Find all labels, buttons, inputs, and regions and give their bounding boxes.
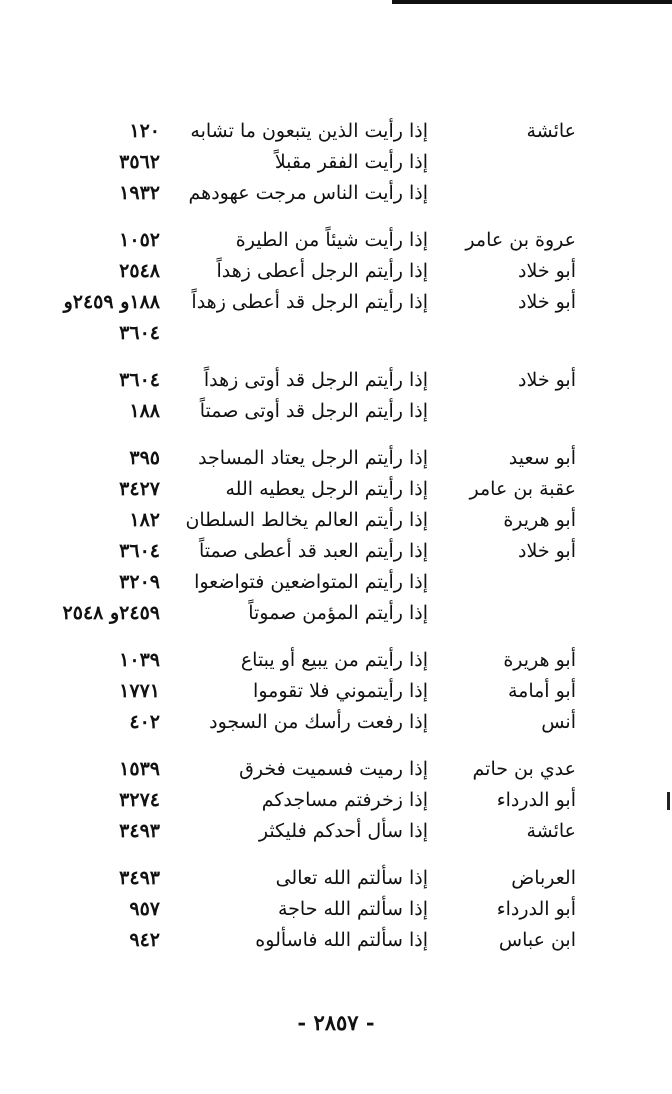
index-row xyxy=(0,536,672,567)
hadith-number: ٣٥٦٢ xyxy=(119,151,160,173)
index-row xyxy=(0,396,672,427)
narrator-name: عائشة xyxy=(526,820,576,842)
top-edge-rule xyxy=(392,0,672,4)
page-number: - ٢٨٥٧ - xyxy=(297,1010,375,1035)
index-group xyxy=(0,645,672,738)
narrator-name: ابن عباس xyxy=(498,929,576,951)
hadith-number: ٣٦٠٤ xyxy=(119,540,160,562)
hadith-number: ٣٤٩٣ xyxy=(119,867,160,889)
index-row xyxy=(0,318,672,349)
index-row xyxy=(0,894,672,925)
narrator-name: أبو الدرداء xyxy=(496,789,576,811)
hadith-opening: إذا رأيت الفقر مقبلاً xyxy=(274,151,428,173)
index-row xyxy=(0,116,672,147)
hadith-number: ٣٤٢٧ xyxy=(119,478,160,500)
hadith-number: ٩٥٧ xyxy=(129,898,160,920)
narrator-name: عقبة بن عامر xyxy=(469,478,576,500)
hadith-number: ٣٢٧٤ xyxy=(119,789,160,811)
hadith-opening: إذا رأيتم من يبيع أو يبتاع xyxy=(240,649,428,671)
index-row xyxy=(0,925,672,956)
hadith-opening: إذا رأيت الناس مرجت عهودهم xyxy=(188,182,428,204)
index-row xyxy=(0,178,672,209)
hadith-opening: إذا زخرفتم مساجدكم xyxy=(261,789,428,811)
hadith-opening: إذا رفعت رأسك من السجود xyxy=(209,711,428,733)
narrator-name: أبو خلاد xyxy=(518,291,576,313)
hadith-number: ١٨٨ xyxy=(129,400,160,422)
hadith-opening: إذا رأيتم الرجل يعتاد المساجد xyxy=(198,447,428,469)
hadith-number: ١٢٠ xyxy=(129,120,160,142)
hadith-opening: إذا رأيتم الرجل قد أوتى صمتاً xyxy=(199,400,428,422)
index-group xyxy=(0,116,672,209)
index-group xyxy=(0,225,672,349)
hadith-number: ٣٤٩٣ xyxy=(119,820,160,842)
hadith-opening: إذا رأيتم الرجل قد أوتى زهداً xyxy=(203,369,428,391)
narrator-name: أبو خلاد xyxy=(518,540,576,562)
hadith-opening: إذا رأيتموني فلا تقوموا xyxy=(253,680,428,702)
hadith-opening: إذا رأيتم الرجل أعطى زهداً xyxy=(216,260,428,282)
index-group xyxy=(0,754,672,847)
hadith-number: ٢٥٤٨ xyxy=(119,260,160,282)
index-row xyxy=(0,505,672,536)
index-row xyxy=(0,287,672,318)
index-row xyxy=(0,443,672,474)
index-group xyxy=(0,863,672,956)
hadith-index xyxy=(0,116,672,972)
hadith-number: ٣٢٠٩ xyxy=(119,571,160,593)
hadith-opening: إذا سألتم الله تعالى xyxy=(275,867,428,889)
hadith-opening: إذا رميت فسميت فخرق xyxy=(239,758,428,780)
narrator-name: العرباض xyxy=(511,867,576,889)
index-row xyxy=(0,256,672,287)
index-row xyxy=(0,863,672,894)
index-row xyxy=(0,365,672,396)
narrator-name: أبو هريرة xyxy=(503,649,576,671)
hadith-opening: إذا رأيتم المؤمن صموتاً xyxy=(248,602,428,624)
hadith-opening: إذا رأيت شيئاً من الطيرة xyxy=(235,229,428,251)
scan-speck xyxy=(667,792,670,810)
hadith-opening: إذا رأيتم الرجل يعطيه الله xyxy=(225,478,428,500)
hadith-opening: إذا رأيتم العبد قد أعطى صمتاً xyxy=(198,540,428,562)
index-row xyxy=(0,225,672,256)
hadith-number: ١٠٣٩ xyxy=(119,649,160,671)
index-row xyxy=(0,816,672,847)
hadith-opening: إذا سألتم الله حاجة xyxy=(277,898,428,920)
index-row xyxy=(0,598,672,629)
index-row xyxy=(0,645,672,676)
narrator-name: أنس xyxy=(541,711,576,733)
hadith-opening: إذا رأيتم العالم يخالط السلطان xyxy=(185,509,428,531)
hadith-number: ٩٤٢ xyxy=(129,929,160,951)
index-row xyxy=(0,147,672,178)
narrator-name: أبو هريرة xyxy=(503,509,576,531)
index-row xyxy=(0,567,672,598)
hadith-opening: إذا رأيتم المتواضعين فتواضعوا xyxy=(194,571,428,593)
hadith-number: ٣٦٠٤ xyxy=(119,369,160,391)
index-row xyxy=(0,474,672,505)
hadith-number: ١٠٥٢ xyxy=(119,229,160,251)
index-group xyxy=(0,443,672,629)
hadith-number: ٢٤٥٩و ٢٥٤٨ xyxy=(62,602,160,624)
hadith-number: ١٧٧١ xyxy=(119,680,160,702)
narrator-name: أبو الدرداء xyxy=(496,898,576,920)
hadith-opening: إذا سألتم الله فاسألوه xyxy=(255,929,428,951)
hadith-opening: إذا رأيت الذين يتبعون ما تشابه xyxy=(190,120,428,142)
hadith-number: ١٨٨و ٢٤٥٩و xyxy=(63,291,160,313)
narrator-name: أبو خلاد xyxy=(518,260,576,282)
hadith-number: ١٨٢ xyxy=(129,509,160,531)
narrator-name: عروة بن عامر xyxy=(465,229,576,251)
narrator-name: أبو خلاد xyxy=(518,369,576,391)
hadith-number: ٤٠٢ xyxy=(129,711,160,733)
hadith-number: ١٥٣٩ xyxy=(119,758,160,780)
index-row xyxy=(0,676,672,707)
narrator-name: أبو أمامة xyxy=(507,680,576,702)
hadith-number: ٣٩٥ xyxy=(129,447,160,469)
index-row xyxy=(0,754,672,785)
narrator-name: عدي بن حاتم xyxy=(472,758,576,780)
hadith-opening: إذا سأل أحدكم فليكثر xyxy=(258,820,428,842)
hadith-number: ١٩٣٢ xyxy=(119,182,160,204)
hadith-opening: إذا رأيتم الرجل قد أعطى زهداً xyxy=(191,291,428,313)
narrator-name: عائشة xyxy=(526,120,576,142)
index-group xyxy=(0,365,672,427)
hadith-number: ٣٦٠٤ xyxy=(119,322,160,344)
narrator-name: أبو سعيد xyxy=(508,447,576,469)
index-row xyxy=(0,707,672,738)
index-row xyxy=(0,785,672,816)
